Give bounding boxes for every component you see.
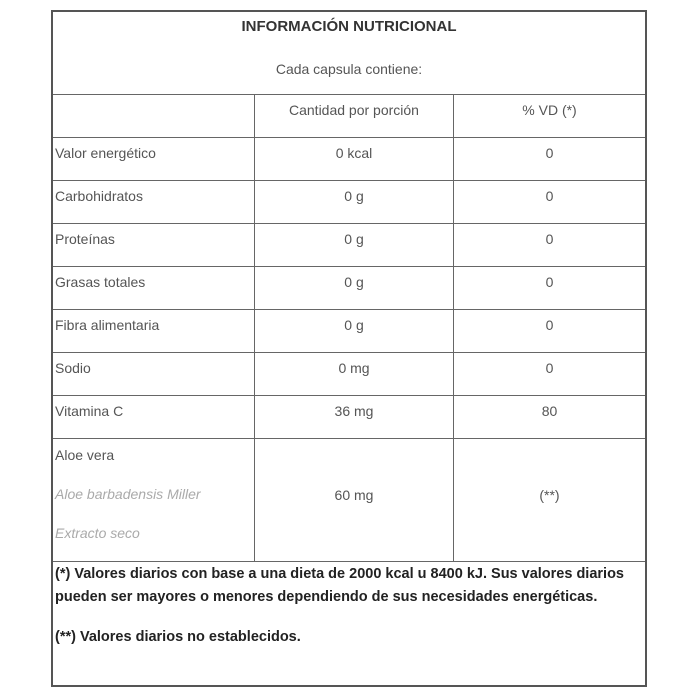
table-header-row xyxy=(53,95,645,138)
nutrient-vd: 0 xyxy=(454,267,646,310)
nutrient-amount: 0 g xyxy=(255,310,454,353)
table-row-aloe xyxy=(53,439,645,562)
nutrient-vd: 0 xyxy=(454,224,646,267)
nutrition-facts-panel xyxy=(51,10,647,687)
table-row xyxy=(53,181,645,224)
column-header-vd: % VD (*) xyxy=(454,95,646,138)
nutrient-name: Grasas totales xyxy=(53,267,255,310)
table-row xyxy=(53,138,645,181)
nutrient-amount: 0 g xyxy=(255,181,454,224)
nutrient-name: Valor energético xyxy=(53,138,255,181)
nutrient-name: Carbohidratos xyxy=(53,181,255,224)
nutrition-header xyxy=(53,12,645,95)
nutrition-table xyxy=(53,95,645,562)
panel-title: INFORMACIÓN NUTRICIONAL xyxy=(241,18,457,35)
nutrient-name: Fibra alimentaria xyxy=(53,310,255,353)
column-header-amount: Cantidad por porción xyxy=(255,95,454,138)
nutrient-amount: 36 mg xyxy=(255,396,454,439)
aloe-scientific-name: Aloe barbadensis Miller xyxy=(55,486,201,502)
nutrient-vd: (**) xyxy=(454,439,646,562)
nutrient-vd: 0 xyxy=(454,353,646,396)
nutrient-name: Proteínas xyxy=(53,224,255,267)
nutrient-amount: 0 g xyxy=(255,224,454,267)
aloe-name: Aloe vera xyxy=(55,447,115,463)
nutrient-name xyxy=(53,439,255,562)
nutrient-amount: 0 kcal xyxy=(255,138,454,181)
footnote-daily-values: (*) Valores diarios con base a una dieta de 2000 kcal u 8400 kJ. Sus valores diarios pueden ser mayores o menores dependiendo de sus necesidades energéticas. xyxy=(55,566,624,605)
nutrient-name: Sodio xyxy=(53,353,255,396)
aloe-form: Extracto seco xyxy=(55,525,140,541)
nutrient-vd: 0 xyxy=(454,138,646,181)
footnotes xyxy=(53,558,645,666)
table-row xyxy=(53,310,645,353)
table-row xyxy=(53,267,645,310)
table-row xyxy=(53,396,645,439)
nutrient-vd: 0 xyxy=(454,181,646,224)
table-row xyxy=(53,353,645,396)
nutrient-amount: 0 g xyxy=(255,267,454,310)
column-header-nutrient xyxy=(53,95,255,138)
table-row xyxy=(53,224,645,267)
footnote-not-established: (**) Valores diarios no establecidos. xyxy=(55,629,301,645)
nutrient-vd: 0 xyxy=(454,310,646,353)
nutrient-name: Vitamina C xyxy=(53,396,255,439)
panel-subtitle: Cada capsula contiene: xyxy=(275,61,423,77)
nutrient-vd: 80 xyxy=(454,396,646,439)
nutrient-amount: 0 mg xyxy=(255,353,454,396)
nutrient-amount: 60 mg xyxy=(255,439,454,562)
